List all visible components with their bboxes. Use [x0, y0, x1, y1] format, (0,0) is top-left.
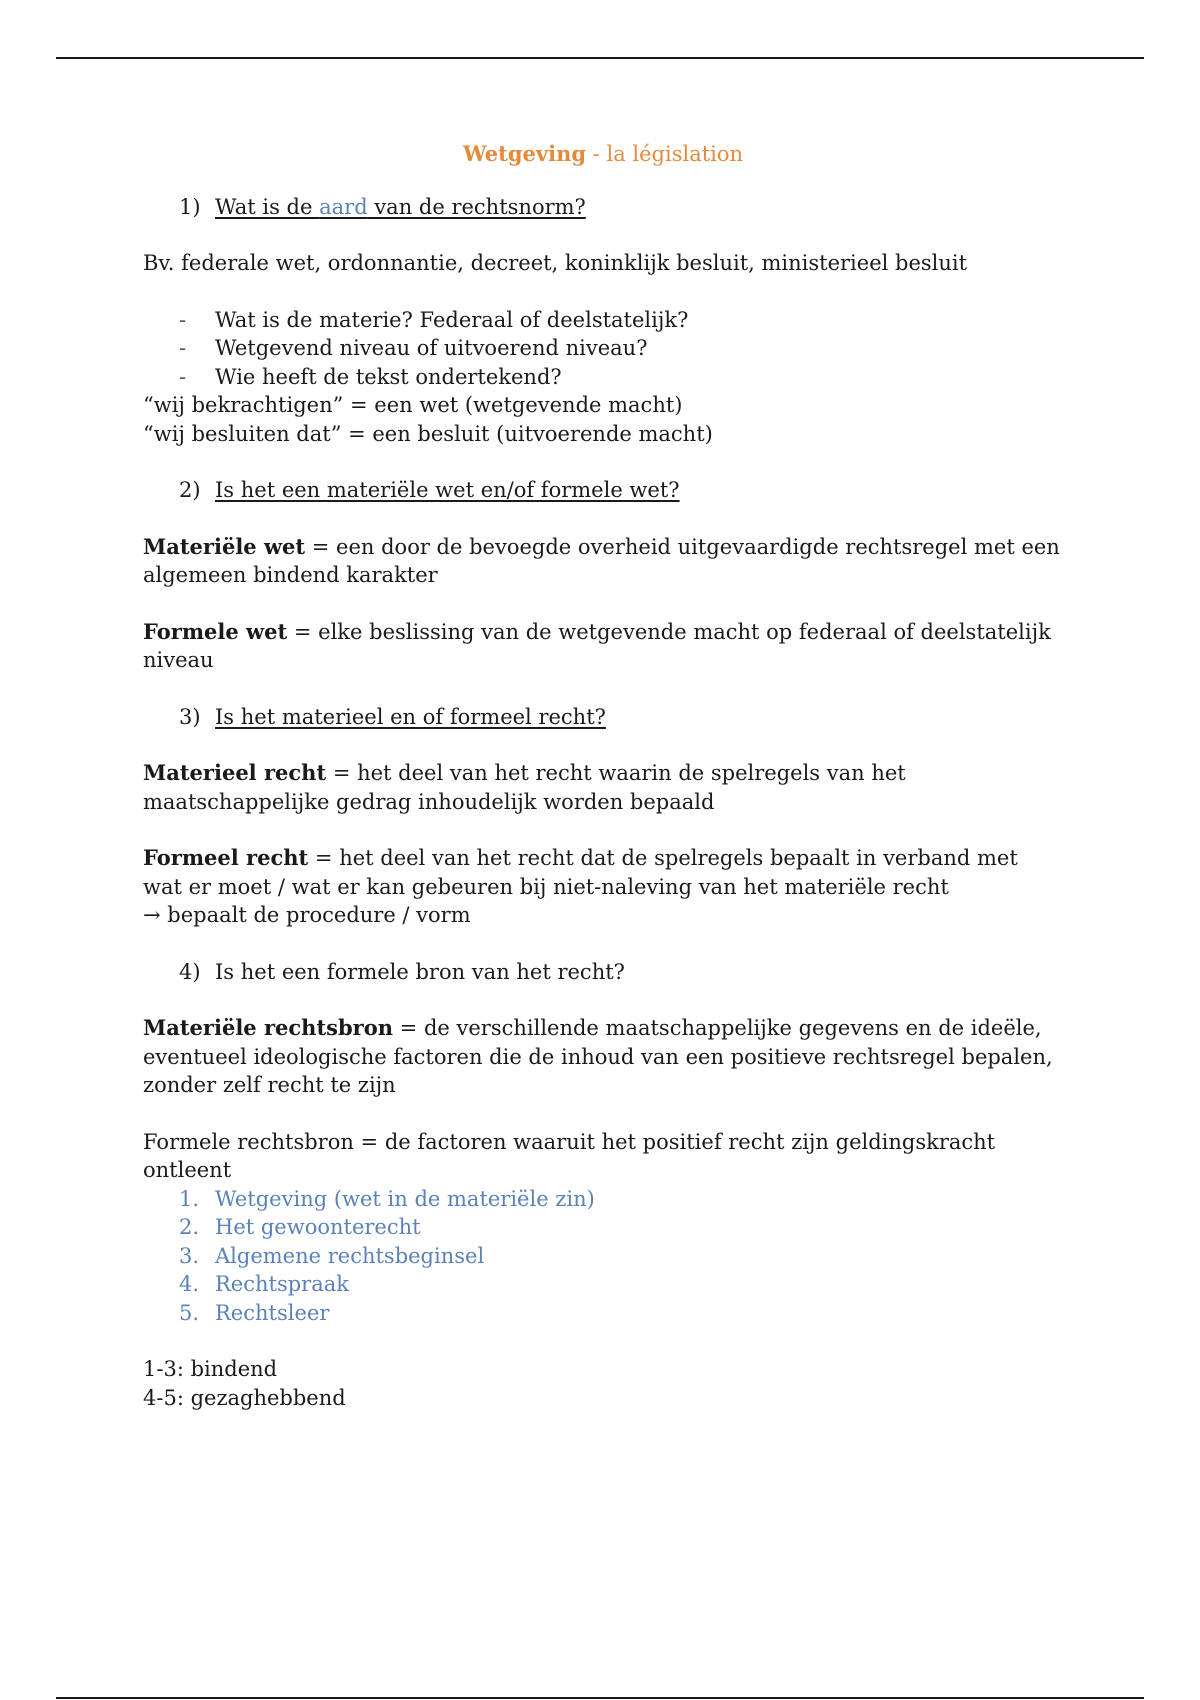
- list-item: 4. Rechtspraak: [179, 1272, 349, 1296]
- question-3: 3) Is het materieel en of formeel recht?: [179, 704, 606, 729]
- definition-formeel-recht: Formeel recht = het deel van het recht dat de spelregels bepaalt in verband met wat er moet / wat er kan gebeuren bij niet-naleving van het materiële recht → bepaalt de procedure / vorm: [143, 845, 1018, 927]
- question-2: 2) Is het een materiële wet en/of formele wet?: [179, 478, 680, 502]
- document-page: [143, 140, 1063, 1412]
- sources-list: [143, 1185, 1063, 1328]
- list-item: - Wat is de materie? Federaal of deelstatelijk?: [179, 307, 689, 332]
- list-item: 5. Rechtsleer: [179, 1300, 330, 1325]
- dash-list: [143, 306, 1063, 392]
- list-item: - Wetgevend niveau of uitvoerend niveau?: [179, 336, 648, 360]
- authoritative-note: 4-5: gezaghebbend: [143, 1385, 346, 1410]
- definition-materiele-wet: Materiële wet = een door de bevoegde overheid uitgevaardigde rechtsregel met een algemeen bindend karakter: [143, 533, 1060, 587]
- definition-materieel-recht: Materieel recht = het deel van het recht waarin de spelregels van het maatschappelijke gedrag inhoudelijk worden bepaald: [143, 760, 906, 814]
- header-rule: [56, 57, 1144, 59]
- footer-rule: [56, 1697, 1144, 1699]
- list-item: 1. Wetgeving (wet in de materiële zin): [179, 1186, 595, 1211]
- page-title: Wetgeving - la législation: [462, 141, 744, 166]
- list-item: 3. Algemene rechtsbeginsel: [179, 1243, 485, 1268]
- list-item: - Wie heeft de tekst ondertekend?: [179, 364, 562, 389]
- question-4: 4) Is het een formele bron van het recht?: [179, 959, 625, 984]
- arrow-note: → bepaalt de procedure / vorm: [143, 903, 471, 927]
- aard-link[interactable]: aard: [319, 194, 368, 219]
- binding-note: 1-3: bindend: [143, 1357, 278, 1381]
- list-item: 2. Het gewoonterecht: [179, 1215, 421, 1239]
- definition-formele-rechtsbron: Formele rechtsbron = de factoren waaruit het positief recht zijn geldingskracht ontleent: [143, 1129, 996, 1182]
- question-1: 1) Wat is de aard van de rechtsnorm?: [179, 194, 586, 219]
- quote-lines: “wij bekrachtigen” = een wet (wetgevende macht) “wij besluiten dat” = een besluit (uitvoerende macht): [143, 393, 713, 446]
- examples-text: Bv. federale wet, ordonnantie, decreet, koninklijk besluit, ministerieel besluit: [143, 251, 968, 275]
- definition-materiele-rechtsbron: Materiële rechtsbron = de verschillende maatschappelijke gegevens en de ideële, eventueel ideologische factoren die de inhoud van een positieve rechtsregel bepalen, zonder zelf recht te zijn: [143, 1015, 1053, 1097]
- definition-formele-wet: Formele wet = elke beslissing van de wetgevende macht op federaal of deelstatelijk niveau: [143, 618, 1051, 672]
